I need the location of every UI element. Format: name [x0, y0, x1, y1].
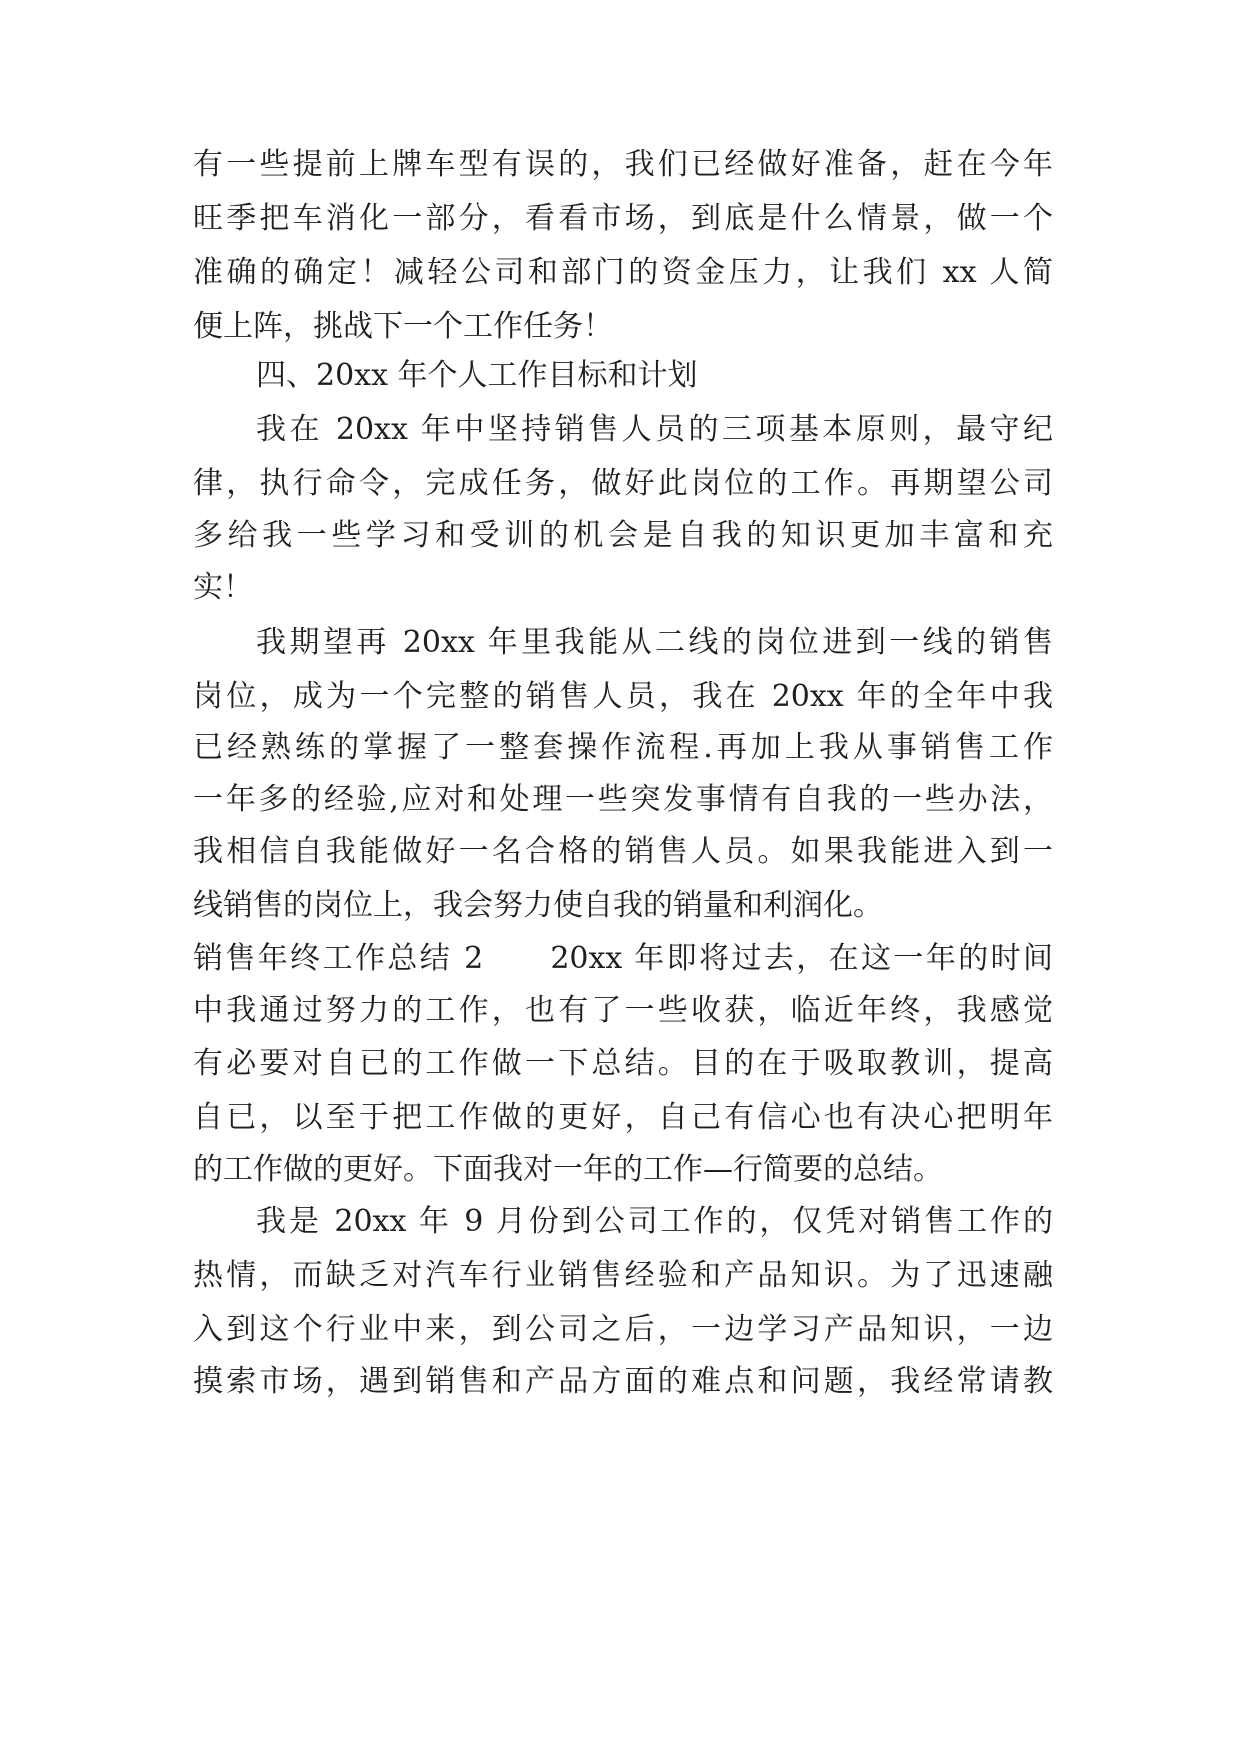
text-line: 热情，而缺乏对汽车行业销售经验和产品知识。为了迅速融 [193, 1258, 1053, 1293]
text-line: 我是 20xx 年 9 月份到公司工作的，仅凭对销售工作的 [256, 1204, 1053, 1239]
text-line: 准确的确定！减轻公司和部门的资金压力，让我们 xx 人简 [193, 255, 1053, 290]
text-line: 销售年终工作总结 2 20xx 年即将过去，在这一年的时间 [193, 941, 1053, 976]
text-line: 的工作做的更好。下面我对一年的工作—行简要的总结。 [193, 1152, 943, 1187]
text-line: 线销售的岗位上，我会努力使自我的销量和利润化。 [193, 888, 883, 923]
section-heading: 四、20xx 年个人工作目标和计划 [256, 358, 698, 393]
text-line: 岗位，成为一个完整的销售人员，我在 20xx 年的全年中我 [193, 679, 1053, 714]
text-line: 我相信自我能做好一名合格的销售人员。如果我能进入到一 [193, 834, 1053, 869]
text-line: 已经熟练的掌握了一整套操作流程.再加上我从事销售工作 [193, 730, 1053, 765]
text-line: 自已，以至于把工作做的更好，自己有信心也有决心把明年 [193, 1100, 1053, 1135]
text-line: 实！ [193, 570, 253, 605]
text-line: 我期望再 20xx 年里我能从二线的岗位进到一线的销售 [256, 625, 1053, 660]
text-line: 一年多的经验,应对和处理一些突发事情有自我的一些办法， [193, 782, 1053, 817]
text-line: 入到这个行业中来，到公司之后，一边学习产品知识，一边 [193, 1312, 1053, 1347]
text-line: 律，执行命令，完成任务，做好此岗位的工作。再期望公司 [193, 466, 1053, 501]
text-line: 中我通过努力的工作，也有了一些收获，临近年终，我感觉 [193, 993, 1053, 1028]
text-line: 有一些提前上牌车型有误的，我们已经做好准备，赶在今年 [193, 147, 1053, 182]
text-line: 便上阵，挑战下一个工作任务！ [193, 309, 613, 344]
text-line: 我在 20xx 年中坚持销售人员的三项基本原则，最守纪 [256, 412, 1053, 447]
text-line: 有必要对自已的工作做一下总结。目的在于吸取教训，提高 [193, 1046, 1053, 1081]
text-line: 多给我一些学习和受训的机会是自我的知识更加丰富和充 [193, 518, 1053, 553]
text-line: 摸索市场，遇到销售和产品方面的难点和问题，我经常请教 [193, 1364, 1053, 1399]
text-line: 旺季把车消化一部分，看看市场，到底是什么情景，做一个 [193, 201, 1053, 236]
